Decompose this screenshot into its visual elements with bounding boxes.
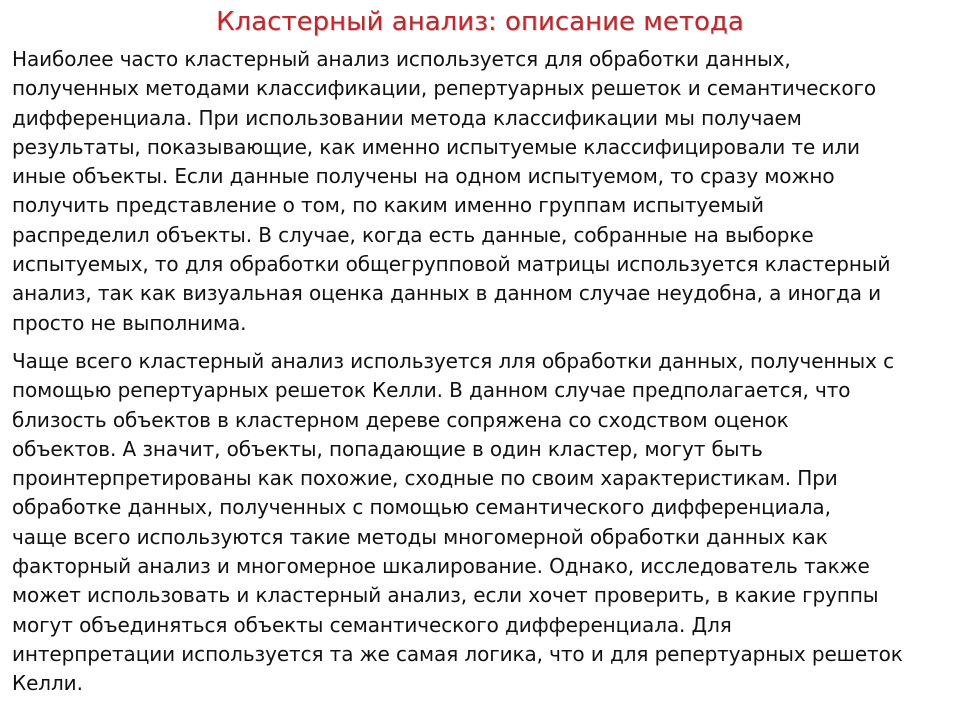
text-line: испытуемых, то для обработки общегрупповой матрицы используется кластерный [12, 252, 891, 277]
text-line: получить представление о том, по каким именно группам испытуемый [12, 193, 764, 218]
text-line: Келли. [12, 671, 83, 696]
text-line: просто не выполнима. [12, 310, 247, 335]
text-line: результаты, показывающие, как именно испытуемые классифицировали те или [12, 134, 860, 159]
text-line: объектов. А значит, объекты, попадающие в один кластер, могут быть [12, 436, 763, 461]
text-line: полученных методами классификации, репертуарных решеток и семантического [12, 76, 877, 101]
text-line: близость объектов в кластерном дереве сопряжена со сходством оценок [12, 407, 789, 432]
paragraph-2 [12, 347, 958, 699]
text-line: обработке данных, полученных с помощью семантического дифференциала, [12, 495, 831, 520]
paragraph-1 [12, 45, 958, 338]
text-line: распределил объекты. В случае, когда есть данные, собранные на выборке [12, 222, 814, 247]
slide-title: Кластерный анализ: описание метода [216, 7, 744, 37]
text-line: факторный анализ и многомерное шкалирование. Однако, исследователь также [12, 554, 870, 579]
text-line: дифференциала. При использовании метода классификации мы получаем [12, 105, 802, 130]
text-line: помощью репертуарных решеток Келли. В данном случае предполагается, что [12, 378, 851, 403]
text-line: анализ, так как визуальная оценка данных в данном случае неудобна, а иногда и [12, 281, 882, 306]
text-line: может использовать и кластерный анализ, если хочет проверить, в какие группы [12, 583, 879, 608]
text-line: Наиболее часто кластерный анализ используется для обработки данных, [12, 47, 791, 71]
text-line: могут объединяться объекты семантического дифференциала. Для [12, 612, 732, 637]
text-line: проинтерпретированы как похожие, сходные по своим характеристикам. При [12, 466, 838, 491]
slide-body [12, 45, 958, 699]
text-line: интерпретации используется та же самая логика, что и для репертуарных решеток [12, 641, 903, 666]
text-line: Чаще всего кластерный анализ используется лля обработки данных, полученных с [12, 348, 894, 373]
text-line: чаще всего используются такие методы многомерной обработки данных как [12, 524, 828, 549]
text-line: иные объекты. Если данные получены на одном испытуемом, то сразу можно [12, 164, 835, 189]
